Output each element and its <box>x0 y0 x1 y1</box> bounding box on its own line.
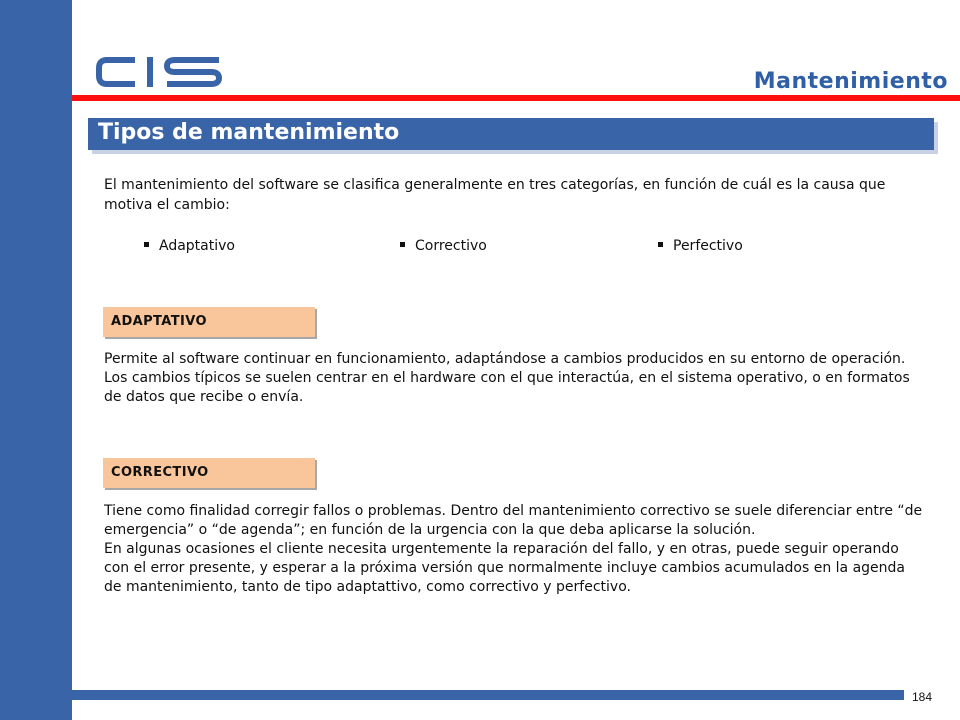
bottom-decor-bar <box>72 690 904 700</box>
section-title: Mantenimiento <box>753 69 948 94</box>
slide-heading: Tipos de mantenimiento <box>98 120 400 145</box>
adaptativo-text-1: Permite al software continuar en funcionamiento, adaptándose a cambios producidos en su entorno de operación. <box>104 351 906 367</box>
header-divider <box>72 95 960 101</box>
slide-heading-banner <box>88 118 934 150</box>
adaptativo-text-2: Los cambios típicos se suelen centrar en el hardware con el que interactúa, en el sistema operativo, o en formatos de datos que recibe o envía. <box>104 370 910 405</box>
correctivo-paragraph <box>104 502 924 597</box>
bullet-square-icon <box>658 242 663 247</box>
bullet-square-icon <box>144 242 149 247</box>
correctivo-text-1: Tiene como finalidad corregir fallos o problemas. Dentro del mantenimiento correctivo se suele diferenciar entre “de emergencia” o “de agenda”; en función de la urgencia con la que deba aplicarse la solución. <box>104 503 923 538</box>
correctivo-text-2: En algunas ocasiones el cliente necesita urgentemente la reparación del fallo, y en otras, puede seguir operando con el error presente, y esperar a la próxima versión que normalmente incluye cambios acumulados en la agenda de mantenimiento, tanto de tipo adaptattivo, como correctivo y perfectivo. <box>104 541 906 595</box>
left-decor-bar <box>0 0 72 720</box>
bullet-item-adaptativo: Adaptativo <box>144 236 235 256</box>
tag-label: ADAPTATIVO <box>111 314 207 329</box>
page-number: 184 <box>912 690 933 704</box>
intro-paragraph: El mantenimiento del software se clasifica generalmente en tres categorías, en función de cuál es la causa que motiva el cambio: <box>104 177 886 213</box>
bullet-item-correctivo: Correctivo <box>400 236 487 256</box>
bullet-square-icon <box>400 242 405 247</box>
tag-label: CORRECTIVO <box>111 465 209 480</box>
bullet-item-perfectivo: Perfectivo <box>658 236 743 256</box>
adaptativo-paragraph <box>104 350 924 407</box>
tag-correctivo <box>103 458 315 488</box>
cis-logo <box>95 54 225 90</box>
tag-adaptativo <box>103 307 315 337</box>
